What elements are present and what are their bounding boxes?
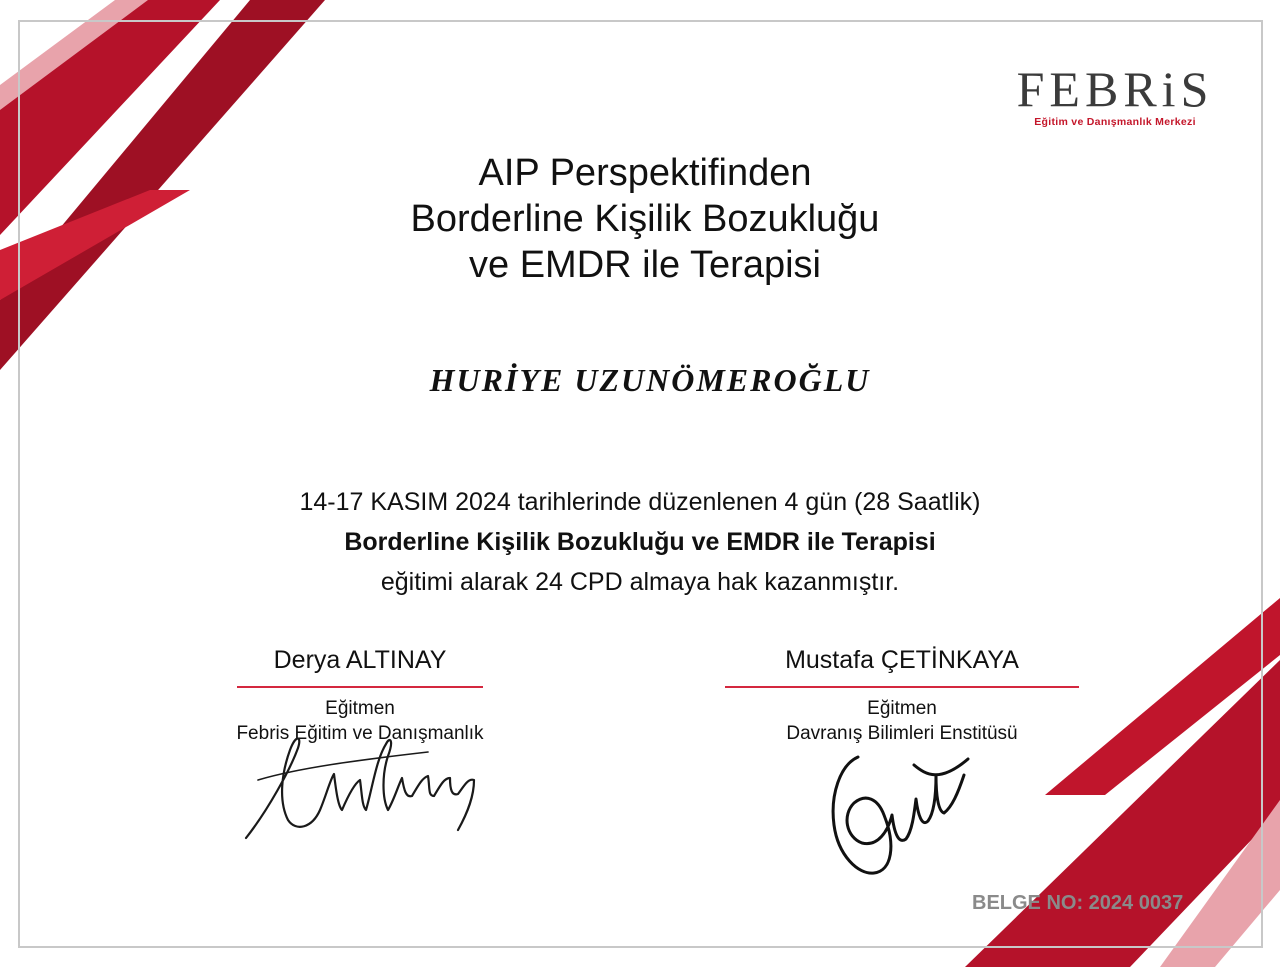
signer-name: Mustafa ÇETİNKAYA (785, 646, 1019, 674)
signature-line (237, 686, 483, 688)
body-line-1: 14-17 KASIM 2024 tarihlerinde düzenlenen 4 gün (28 Saatlik) (299, 488, 981, 516)
title-line-1: AIP Perspektifinden (478, 152, 812, 194)
body-line-2: Borderline Kişilik Bozukluğu ve EMDR ile Terapisi (344, 528, 936, 556)
signature-right-image (818, 735, 978, 885)
recipient-name: HURİYE UZUNÖMEROĞLU (429, 362, 871, 398)
logo-wordmark: FEBRiS (1016, 61, 1214, 117)
signature-line (725, 686, 1079, 688)
signer-institution: Davranış Bilimleri Enstitüsü (786, 723, 1018, 744)
certificate-body (190, 482, 1090, 602)
certificate-title (300, 150, 990, 288)
signer-name: Derya ALTINAY (273, 646, 447, 674)
title-line-3: ve EMDR ile Terapisi (469, 244, 821, 286)
signature-left-image (238, 700, 488, 850)
logo-subtitle: Eğitim ve Danışmanlık Merkezi (1034, 116, 1196, 128)
document-number: BELGE NO: 2024 0037 (972, 892, 1184, 914)
body-line-3: eğitimi alarak 24 CPD almaya hak kazanmıştır. (380, 568, 900, 596)
febris-logo (1010, 61, 1220, 128)
signer-institution: Febris Eğitim ve Danışmanlık (236, 723, 484, 744)
title-line-2: Borderline Kişilik Bozukluğu (410, 198, 880, 240)
signer-role: Eğitmen (325, 698, 395, 719)
signer-right (725, 640, 1079, 746)
signer-role: Eğitmen (867, 698, 937, 719)
